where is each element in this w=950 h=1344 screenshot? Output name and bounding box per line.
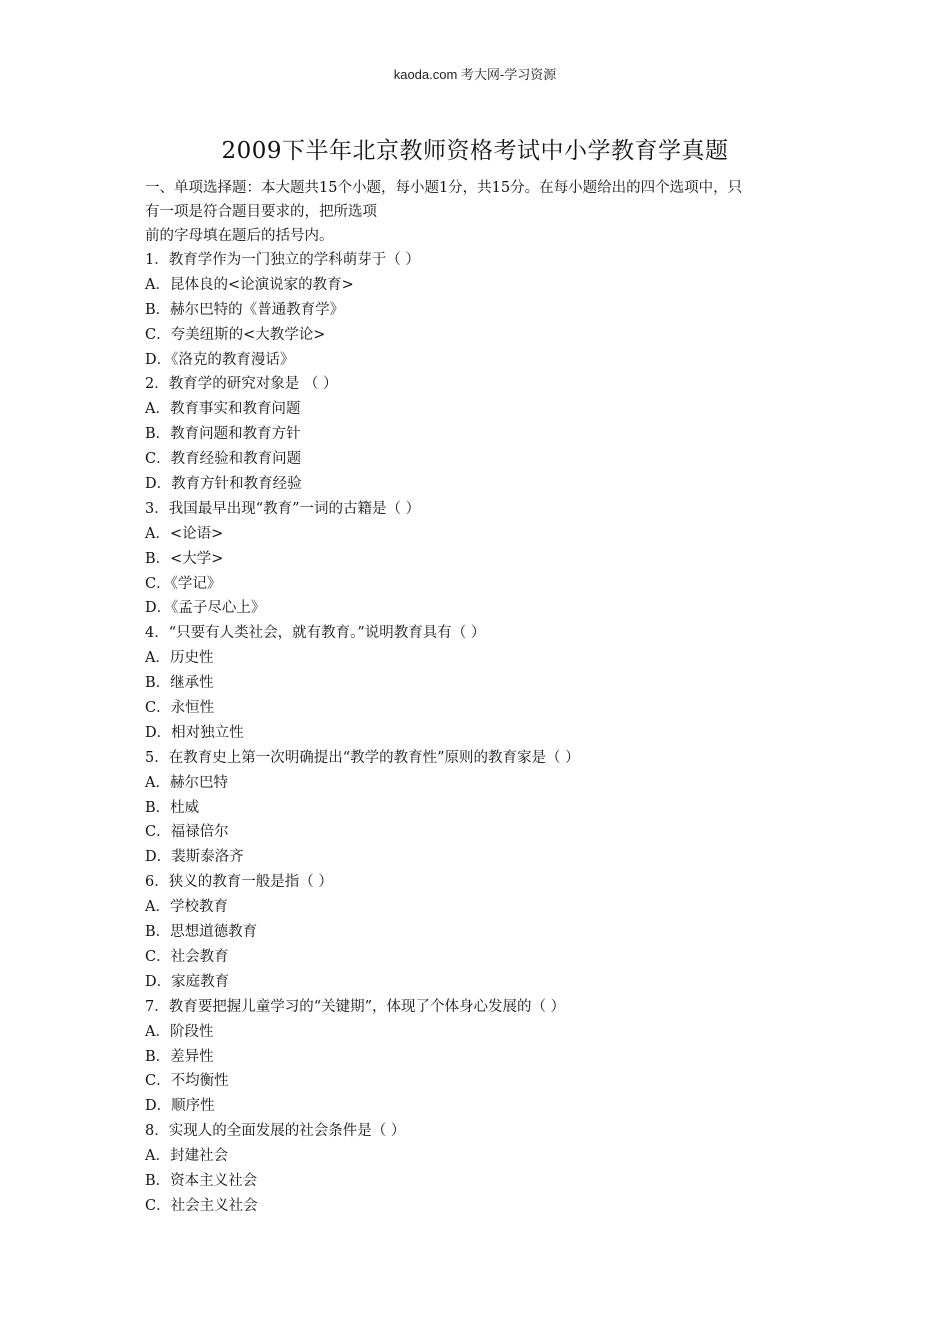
question-3 xyxy=(145,497,810,621)
section-instructions xyxy=(145,176,810,248)
answer-option: D．教育方针和教育经验 xyxy=(145,476,302,493)
question-stem: 1．教育学作为一门独立的学科萌芽于（ ） xyxy=(145,252,420,268)
answer-option: C．不均衡性 xyxy=(145,1073,229,1090)
answer-option: C．永恒性 xyxy=(145,700,215,717)
question-stem: 4．“只要有人类社会，就有教育。”说明教育具有（ ） xyxy=(145,625,486,642)
answer-option: A．历史性 xyxy=(145,650,214,667)
answer-option: A．昆体良的<论演说家的教育> xyxy=(145,276,354,293)
answer-option: B．教育问题和教育方针 xyxy=(145,426,301,443)
question-list xyxy=(145,248,810,1219)
instructions-line: 一、单项选择题：本大题共15个小题，每小题1分，共15分。在每小题给出的四个选项中，只 xyxy=(145,180,743,196)
answer-option: C．社会主义社会 xyxy=(145,1197,258,1214)
question-2 xyxy=(145,372,810,496)
instructions-line: 有一项是符合题目要求的，把所选项 xyxy=(145,204,377,220)
question-1 xyxy=(145,248,810,372)
answer-option: A．<论语> xyxy=(145,525,224,542)
question-stem: 7．教育要把握儿童学习的“关键期”，体现了个体身心发展的（ ） xyxy=(145,998,566,1015)
answer-option: B．杜威 xyxy=(145,799,200,816)
exam-content xyxy=(145,176,810,1219)
answer-option: B．<大学> xyxy=(145,550,224,567)
question-7 xyxy=(145,995,810,1119)
question-stem: 2．教育学的研究对象是 （ ） xyxy=(145,376,338,393)
answer-option: B．赫尔巴特的《普通教育学》 xyxy=(145,301,345,318)
answer-option: D．《孟子尽心上》 xyxy=(145,600,266,617)
answer-option: D．相对独立性 xyxy=(145,724,244,741)
page-header: kaoda.com 考大网-学习资源 xyxy=(393,67,557,82)
question-8 xyxy=(145,1119,810,1219)
answer-option: B．差异性 xyxy=(145,1048,214,1065)
answer-option: D．顺序性 xyxy=(145,1098,215,1115)
answer-option: C．教育经验和教育问题 xyxy=(145,451,302,468)
answer-option: C．夸美纽斯的<大教学论> xyxy=(145,326,326,343)
answer-option: D．裴斯泰洛齐 xyxy=(145,849,244,866)
answer-option: A．学校教育 xyxy=(145,899,228,916)
answer-option: B．继承性 xyxy=(145,675,214,692)
instructions-line: 前的字母填在题后的括号内。 xyxy=(145,228,334,244)
answer-option: A．封建社会 xyxy=(145,1148,228,1165)
question-stem: 8．实现人的全面发展的社会条件是（ ） xyxy=(145,1123,406,1140)
answer-option: C．福禄倍尔 xyxy=(145,824,229,841)
answer-option: C．社会教育 xyxy=(145,948,229,965)
answer-option: A．教育事实和教育问题 xyxy=(145,401,301,418)
answer-option: B．资本主义社会 xyxy=(145,1172,258,1189)
page-title: 2009下半年北京教师资格考试中小学教育学真题 xyxy=(221,138,729,164)
question-6 xyxy=(145,870,810,994)
question-5 xyxy=(145,746,810,870)
answer-option: D．《洛克的教育漫话》 xyxy=(145,351,295,368)
question-stem: 5．在教育史上第一次明确提出“教学的教育性”原则的教育家是（ ） xyxy=(145,749,580,766)
answer-option: B．思想道德教育 xyxy=(145,924,258,941)
question-4 xyxy=(145,621,810,745)
answer-option: A．阶段性 xyxy=(145,1023,214,1040)
question-stem: 6．狭义的教育一般是指（ ） xyxy=(145,874,333,891)
answer-option: D．家庭教育 xyxy=(145,973,230,990)
answer-option: C．《学记》 xyxy=(145,575,222,592)
answer-option: A．赫尔巴特 xyxy=(145,774,228,791)
question-stem: 3．我国最早出现“教育”一词的古籍是（ ） xyxy=(145,500,421,517)
